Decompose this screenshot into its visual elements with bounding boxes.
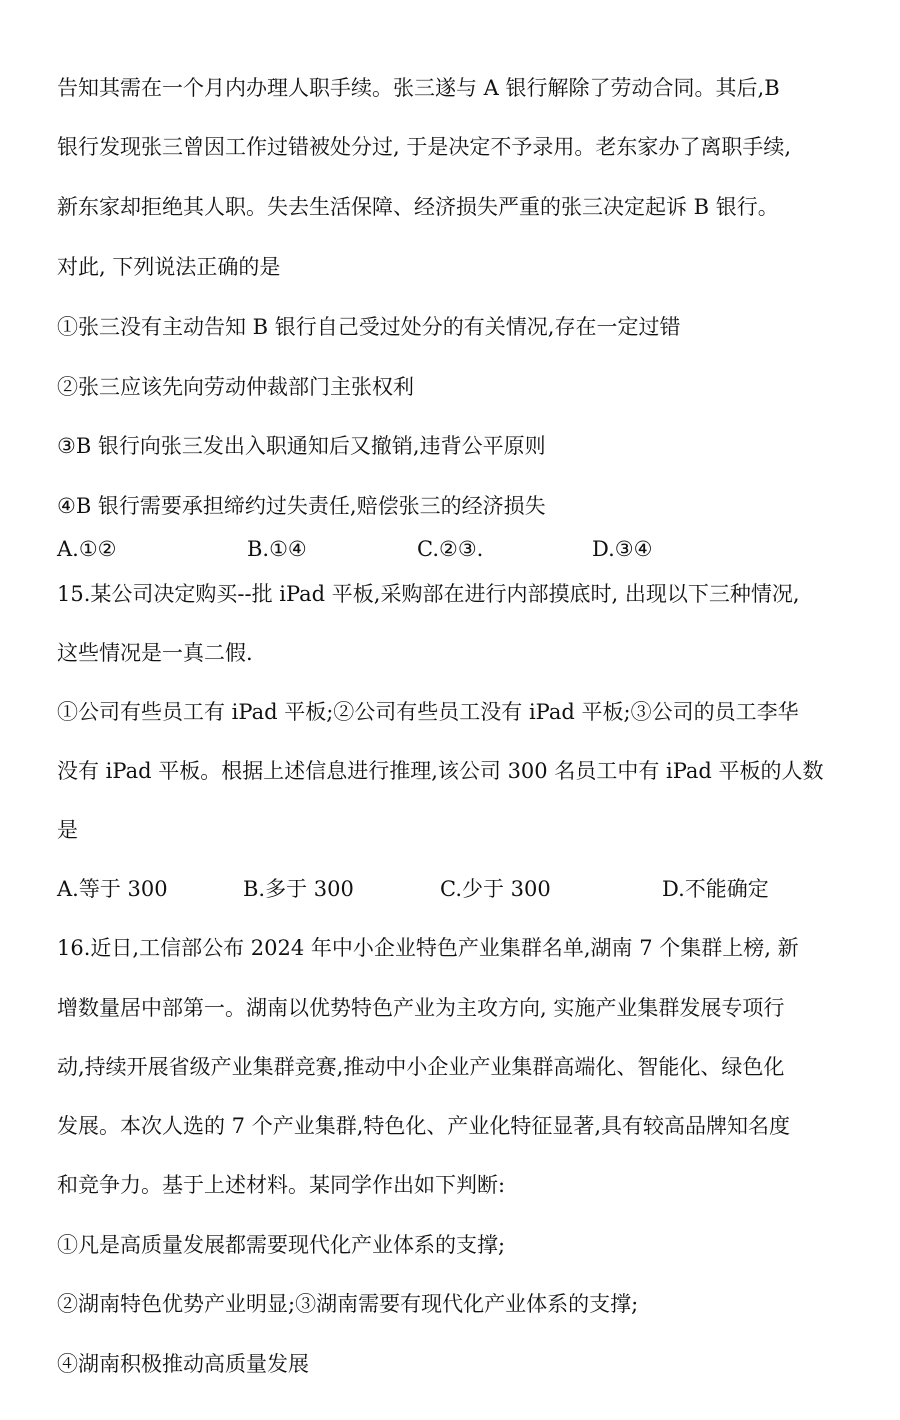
q14-option-c: C.②③.: [417, 537, 484, 561]
q16-text-line-4: 发展。本次人选的 7 个产业集群,特色化、产业化特征显著,具有较高品牌知名度: [57, 1114, 791, 1138]
q15-text-line-2: 这些情况是一真二假.: [57, 641, 253, 665]
q15-option-d: D.不能确定: [662, 877, 769, 901]
q15-text-line-1: 15.某公司决定购买--批 iPad 平板,采购部在进行内部摸底时, 出现以下三种情况,: [57, 582, 800, 606]
q14-text-line-3: 新东家却拒绝其人职。失去生活保障、经济损失严重的张三决定起诉 B 银行。: [57, 195, 779, 219]
q14-statement-3: ③B 银行向张三发出入职通知后又撤销,违背公平原则: [57, 434, 546, 458]
q14-option-b: B.①④: [247, 537, 307, 561]
q14-option-a: A.①②: [57, 537, 117, 561]
q16-text-line-1: 16.近日,工信部公布 2024 年中小企业特色产业集群名单,湖南 7 个集群上榜, 新: [57, 936, 799, 960]
q14-statement-1: ①张三没有主动告知 B 银行自己受过处分的有关情况,存在一定过错: [57, 315, 681, 339]
q16-statement-3: ④湖南积极推动高质量发展: [57, 1352, 309, 1376]
q14-statement-2: ②张三应该先向劳动仲裁部门主张权利: [57, 375, 414, 399]
q15-text-line-5: 是: [57, 818, 78, 842]
q14-statement-4: ④B 银行需要承担缔约过失责任,赔偿张三的经济损失: [57, 494, 546, 518]
q15-option-a: A.等于 300: [57, 877, 168, 901]
q16-text-line-5: 和竞争力。基于上述材料。某同学作出如下判断:: [57, 1173, 506, 1197]
q15-option-b: B.多于 300: [243, 877, 354, 901]
q14-text-line-2: 银行发现张三曾因工作过错被处分过, 于是决定不予录用。老东家办了离职手续,: [57, 135, 792, 159]
q14-question-prompt: 对此, 下列说法正确的是: [57, 255, 281, 279]
q15-text-line-4: 没有 iPad 平板。根据上述信息进行推理,该公司 300 名员工中有 iPad 平板的人数: [57, 759, 824, 783]
q16-text-line-3: 动,持续开展省级产业集群竞赛,推动中小企业产业集群高端化、智能化、绿色化: [57, 1055, 785, 1079]
q16-text-line-2: 增数量居中部第一。湖南以优势特色产业为主攻方向, 实施产业集群发展专项行: [57, 996, 785, 1020]
q14-text-line-1: 告知其需在一个月内办理人职手续。张三遂与 A 银行解除了劳动合同。其后,B: [57, 76, 780, 100]
q16-statement-1: ①凡是高质量发展都需要现代化产业体系的支撑;: [57, 1233, 506, 1257]
q15-option-c: C.少于 300: [440, 877, 551, 901]
q16-statement-2: ②湖南特色优势产业明显;③湖南需要有现代化产业体系的支撑;: [57, 1292, 639, 1316]
q15-text-line-3: ①公司有些员工有 iPad 平板;②公司有些员工没有 iPad 平板;③公司的员工李华: [57, 700, 799, 724]
q14-option-d: D.③④: [592, 537, 653, 561]
